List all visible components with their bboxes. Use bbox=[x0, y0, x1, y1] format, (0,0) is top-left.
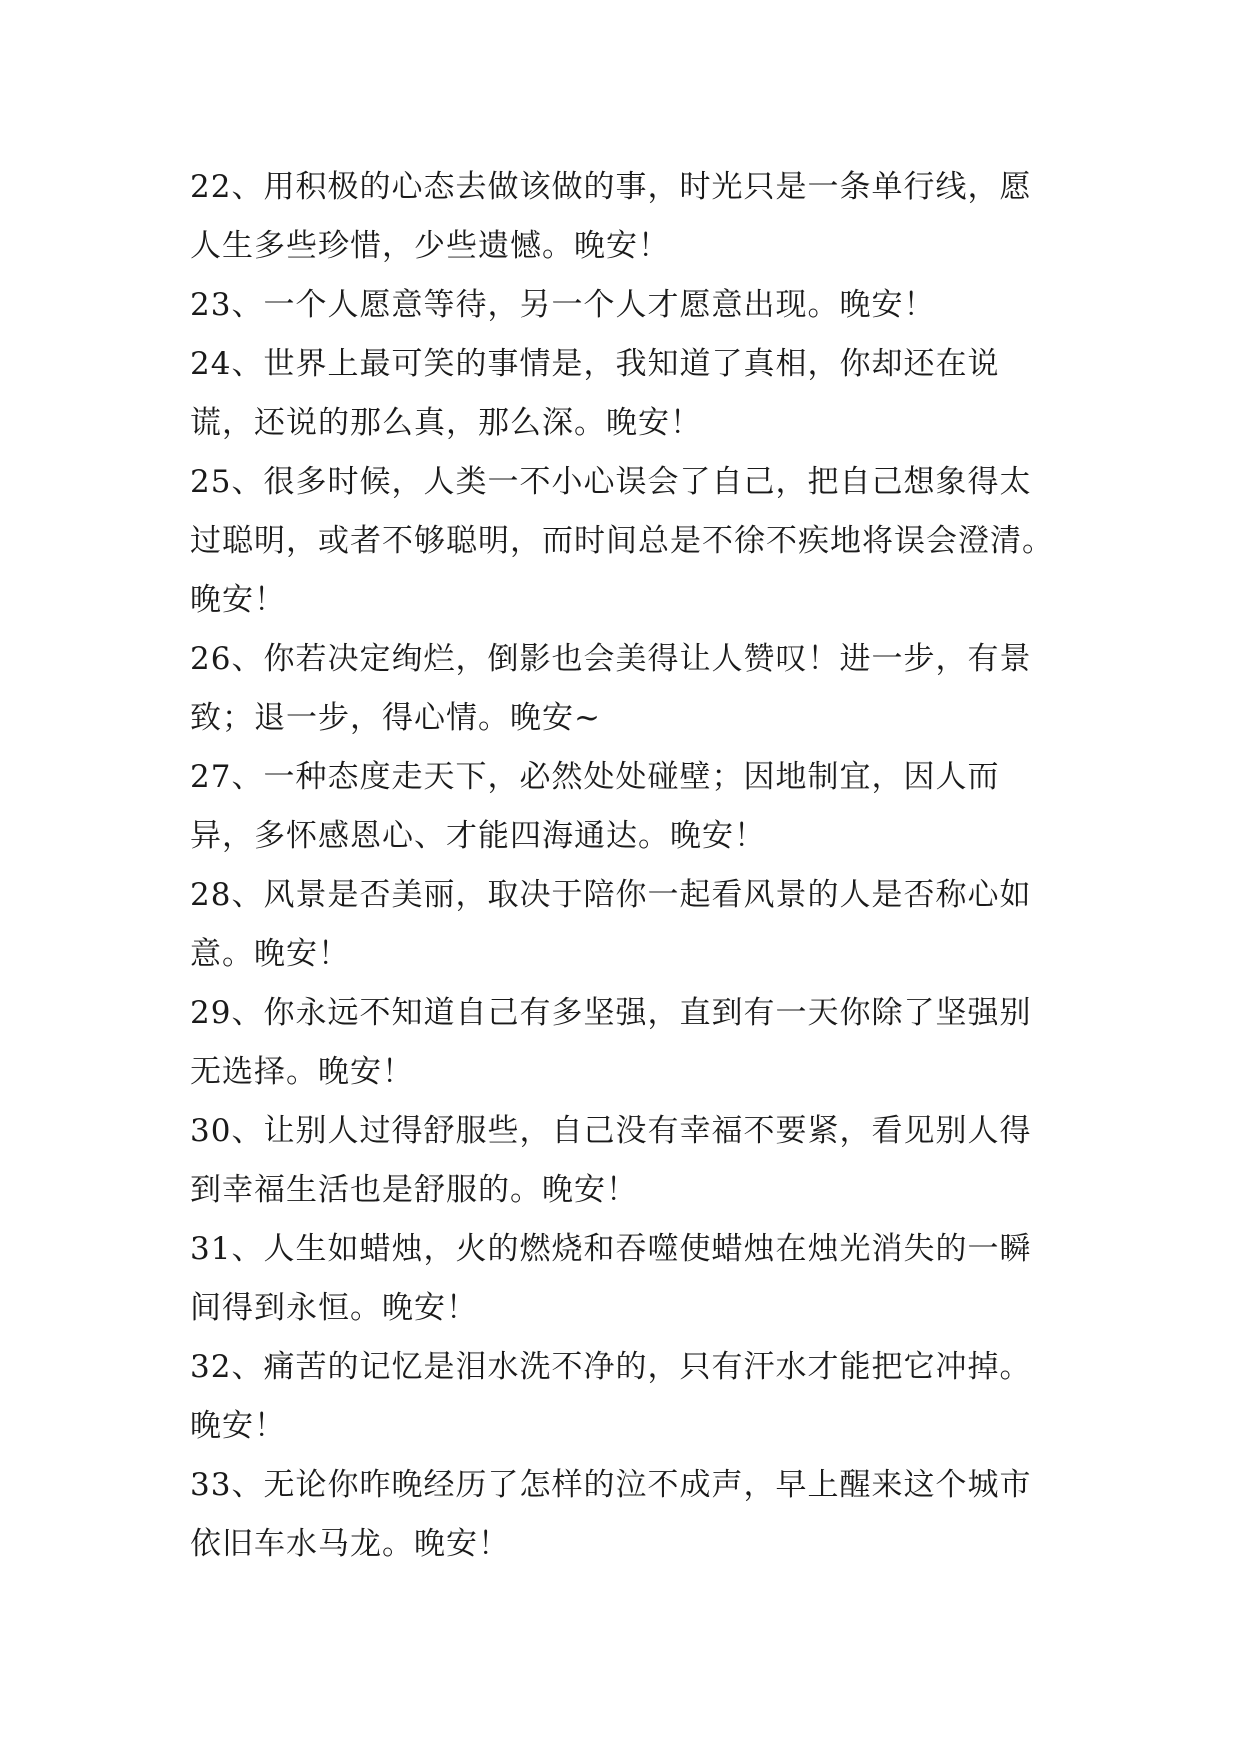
quote-entry-27: 27、一种态度走天下，必然处处碰壁；因地制宜，因人而异，多怀感恩心、才能四海通达。晚安！ bbox=[190, 759, 1000, 854]
quote-entry-23: 23、一个人愿意等待，另一个人才愿意出现。晚安！ bbox=[190, 287, 936, 323]
quote-entry-32: 32、痛苦的记忆是泪水洗不净的，只有汗水才能把它冲掉。晚安！ bbox=[190, 1349, 1032, 1444]
quote-entry-24: 24、世界上最可笑的事情是，我知道了真相，你却还在说谎，还说的那么真，那么深。晚安！ bbox=[190, 346, 1000, 441]
quote-entry-29: 29、你永远不知道自己有多坚强，直到有一天你除了坚强别无选择。晚安！ bbox=[190, 995, 1032, 1090]
quote-entry-28: 28、风景是否美丽，取决于陪你一起看风景的人是否称心如意。晚安！ bbox=[190, 877, 1032, 972]
quote-entry-22: 22、用积极的心态去做该做的事，时光只是一条单行线，愿人生多些珍惜，少些遗憾。晚安！ bbox=[190, 169, 1032, 264]
quote-entry-25: 25、很多时候，人类一不小心误会了自己，把自己想象得太过聪明，或者不够聪明，而时间总是不徐不疾地将误会澄清。晚安！ bbox=[190, 464, 1054, 618]
quote-entry-30: 30、让别人过得舒服些，自己没有幸福不要紧，看见别人得到幸福生活也是舒服的。晚安！ bbox=[190, 1113, 1032, 1208]
quote-entry-33: 33、无论你昨晚经历了怎样的泣不成声，早上醒来这个城市依旧车水马龙。晚安！ bbox=[190, 1467, 1032, 1562]
quote-entry-26: 26、你若决定绚烂，倒影也会美得让人赞叹！进一步，有景致；退一步，得心情。晚安~ bbox=[190, 641, 1032, 736]
quote-entry-31: 31、人生如蜡烛，火的燃烧和吞噬使蜡烛在烛光消失的一瞬间得到永恒。晚安！ bbox=[190, 1231, 1032, 1326]
quote-list bbox=[190, 158, 1060, 1574]
